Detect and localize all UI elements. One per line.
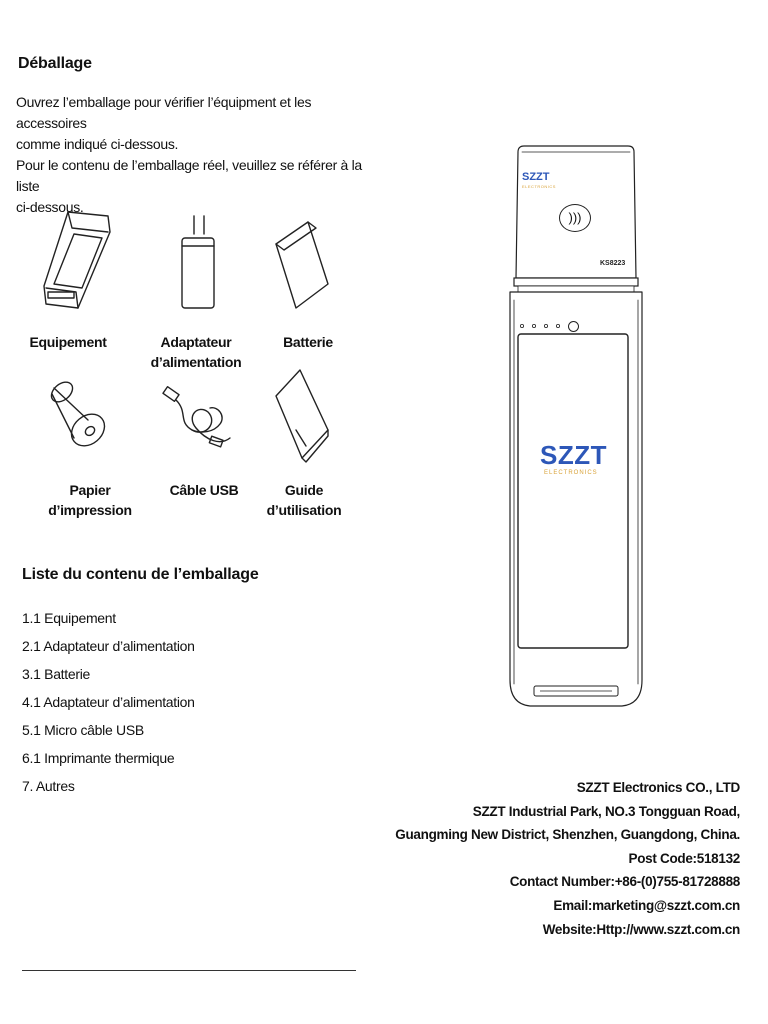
- company-email: Email:marketing@szzt.com.cn: [553, 897, 740, 913]
- contents-title: Liste du contenu de l’emballage: [22, 566, 259, 583]
- terminal-icon: [38, 208, 118, 313]
- company-postcode: Post Code:518132: [628, 850, 740, 866]
- camera-icon: [568, 321, 579, 332]
- list-item: 6.1 Imprimante thermique: [22, 750, 175, 766]
- company-info: [380, 776, 740, 941]
- item-label-line: Batterie: [283, 334, 333, 350]
- list-item: 1.1 Equipement: [22, 610, 116, 626]
- list-item: 4.1 Adaptateur d’alimentation: [22, 694, 195, 710]
- unpacking-title: Déballage: [18, 55, 92, 72]
- company-phone: Contact Number:+86-(0)755-81728888: [509, 874, 740, 890]
- unpacking-instructions: [16, 92, 366, 218]
- list-item: 2.1 Adaptateur d’alimentation: [22, 638, 195, 654]
- item-label-guide: [244, 480, 364, 520]
- list-item: 5.1 Micro câble USB: [22, 722, 144, 738]
- user-guide-icon: [272, 366, 332, 466]
- battery-icon: [272, 218, 332, 313]
- item-label-line: Papier: [69, 482, 111, 498]
- item-label-line: Equipement: [29, 334, 107, 350]
- instruction-line: Pour le contenu de l’emballage réel, veuillez se référer à la liste: [16, 157, 362, 194]
- item-label-line: d’alimentation: [150, 354, 242, 370]
- divider-line: [22, 970, 356, 971]
- item-label-line: Câble USB: [169, 482, 239, 498]
- company-name: SZZT Electronics CO., LTD: [576, 780, 740, 795]
- company-website: Website:Http://www.szzt.com.cn: [542, 921, 740, 937]
- contactless-icon: ))): [559, 204, 591, 232]
- list-item: 7. Autres: [22, 778, 75, 794]
- usb-cable-icon: [158, 382, 238, 458]
- company-address-line: Guangming New District, Shenzhen, Guangdong, China.: [395, 827, 740, 843]
- printer-logo: SZZT: [522, 171, 550, 183]
- item-label-paper: [30, 480, 150, 520]
- screen-logo: SZZT: [540, 440, 607, 470]
- item-label-line: d’impression: [48, 502, 132, 518]
- contents-list: [22, 604, 195, 800]
- item-label-adapter: [136, 332, 256, 372]
- item-label-battery: [248, 332, 368, 352]
- power-adapter-icon: [178, 212, 218, 312]
- instruction-line: comme indiqué ci-dessous.: [16, 136, 179, 152]
- item-label-line: Adaptateur: [160, 334, 232, 350]
- instruction-line: ci-dessous.: [16, 199, 84, 215]
- paper-roll-icon: [44, 380, 116, 452]
- printer-logo-sub: ELECTRONICS: [522, 184, 556, 189]
- device-illustration: [504, 144, 650, 710]
- item-label-line: Guide: [284, 482, 324, 498]
- instruction-line: Ouvrez l’emballage pour vérifier l’équipment et les accessoires: [16, 94, 312, 131]
- company-address-line: SZZT Industrial Park, NO.3 Tongguan Road,: [472, 803, 740, 819]
- model-label: KS8223: [600, 260, 626, 267]
- item-label-equipment: [8, 332, 128, 352]
- item-label-line: d’utilisation: [266, 502, 342, 518]
- list-item: 3.1 Batterie: [22, 666, 90, 682]
- screen-logo-sub: ELECTRONICS: [544, 470, 598, 476]
